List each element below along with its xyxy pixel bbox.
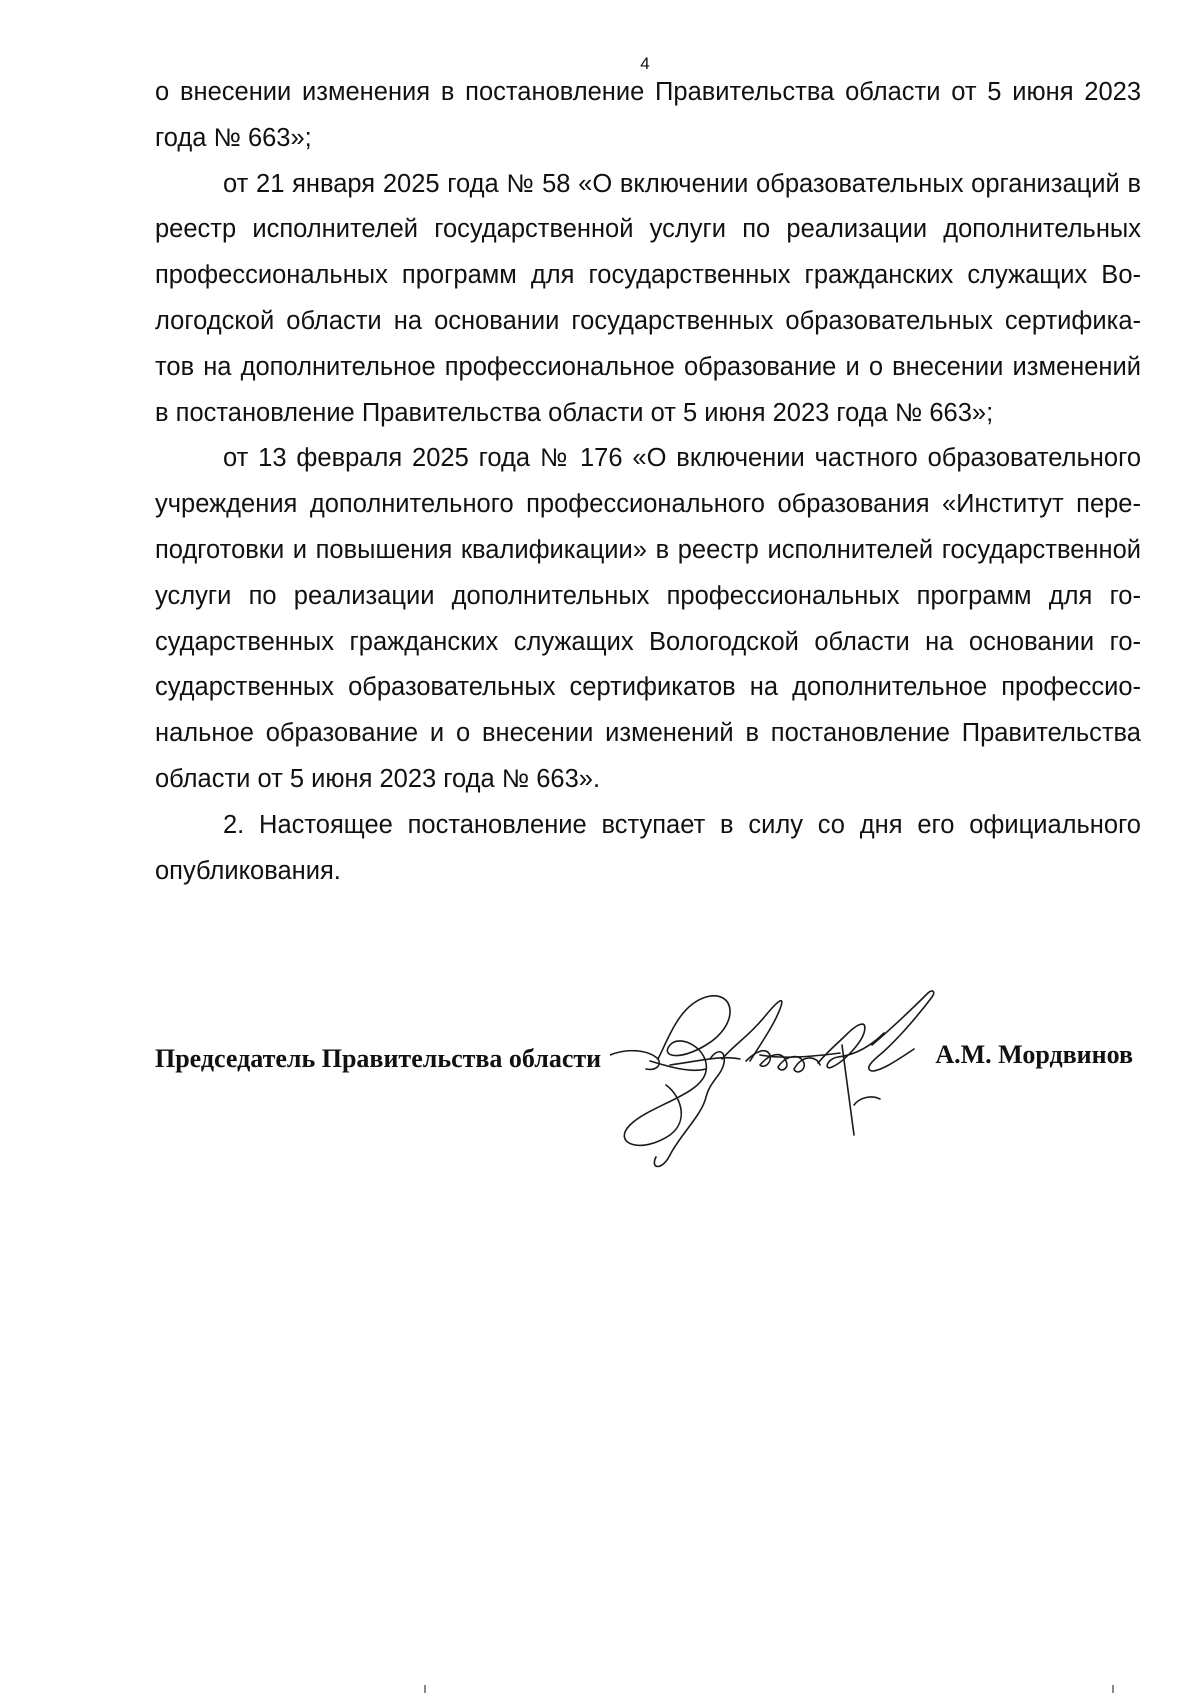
body-paragraph-4: 2. Настоящее постановление вступает в силу со дня его официального опубликования.	[155, 810, 1141, 885]
signatory-name: А.М. Мордвинов	[935, 1040, 1133, 1069]
body-paragraph-3: от 13 февраля 2025 года № 176 «О включении частного образовательного учреждения дополнительного профессионального образования «Институт переподготовки и повышения квалификации» в реестр исполнителей государственной услуги по реализации дополнительных профессиональных программ для государственных гражданских служащих Вологодской области на основании государственных образовательных сертификатов на дополнительное профессиональное образование и о внесении изменений в постановление Правительства области от 5 июня 2023 года № 663».	[155, 444, 1141, 793]
document-body	[155, 70, 1141, 894]
body-paragraph-1: о внесении изменения в постановление Правительства области от 5 июня 2023 года № 663»;	[155, 78, 1141, 152]
page-number: 4	[640, 54, 650, 73]
scan-mark-left	[424, 1685, 426, 1693]
scan-mark-right	[1112, 1685, 1114, 1693]
body-paragraph-2: от 21 января 2025 года № 58 «О включении образовательных организаций в реестр исполнителей государственной услуги по реализации дополнительных профессиональных программ для государственных гражданских служащих Вологодской области на основании государственных образовательных сертификатов на дополнительное профессиональное образование и о внесении изменений в постановление Правительства области от 5 июня 2023 года № 663»;	[155, 169, 1141, 427]
handwritten-signature	[610, 985, 950, 1185]
signatory-title: Председатель Правительства области	[155, 1044, 602, 1073]
